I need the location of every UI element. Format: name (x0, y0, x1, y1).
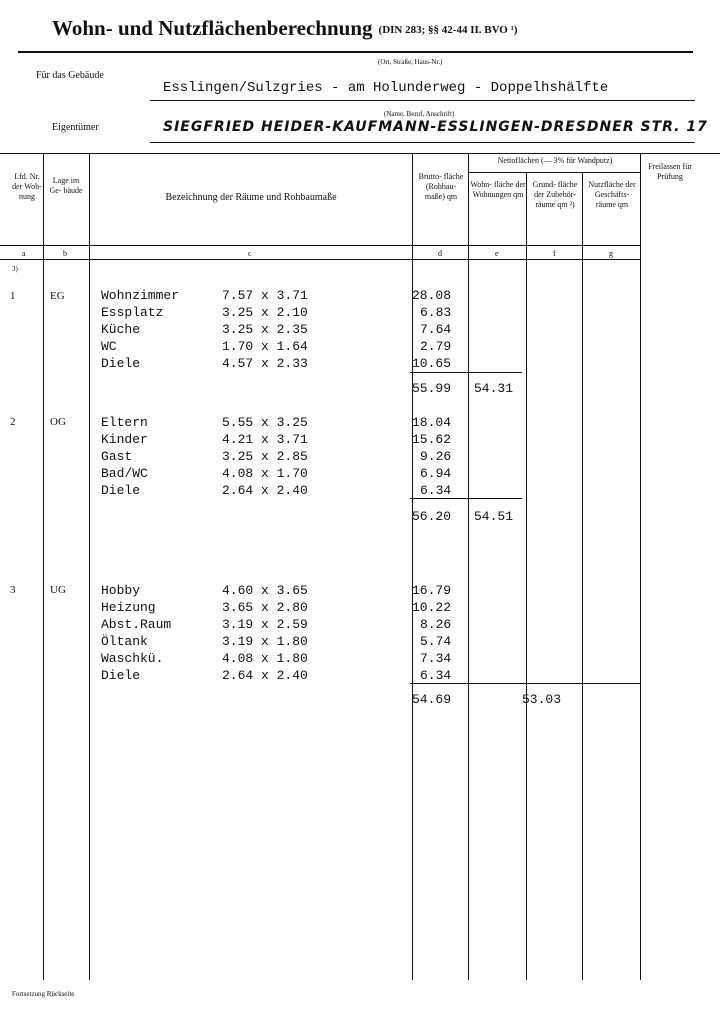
col-divider-d (468, 153, 469, 980)
room-area: 5.74 (420, 634, 452, 649)
room-area: 10.65 (412, 356, 452, 371)
col-divider-a (43, 153, 44, 980)
table-header-rule (0, 245, 640, 246)
table-top-rule (0, 153, 720, 154)
col-letter-e: e (495, 249, 499, 258)
room-area: 6.34 (420, 668, 452, 683)
owner-label: Eigentümer (52, 122, 99, 133)
col-header-g: Nutzfläche der Geschäfts- räume qm (588, 180, 636, 209)
unit-1-floor: EG (50, 290, 65, 302)
room-dims: 5.55 x 3.25 (222, 415, 308, 430)
room-area: 7.64 (420, 322, 452, 337)
unit-1-total-gross: 55.99 (412, 381, 452, 396)
unit-1-total-net: 54.31 (474, 381, 514, 396)
col-letter-f: f (553, 249, 556, 258)
room-dims: 3.25 x 2.35 (222, 322, 308, 337)
col-header-c: Bezeichnung der Räume und Rohbaumaße (165, 192, 337, 203)
col-divider-g (640, 153, 641, 980)
owner-underline (150, 142, 695, 143)
building-label: Für das Gebäude (36, 70, 104, 81)
room-dims: 3.25 x 2.85 (222, 449, 308, 464)
unit-2-total-net: 54.51 (474, 509, 514, 524)
room-dims: 2.64 x 2.40 (222, 668, 308, 683)
col-header-a: Lfd. Nr. der Woh- nung (12, 172, 42, 201)
room-area: 7.34 (420, 651, 452, 666)
room-name: Hobby (101, 583, 141, 598)
room-area: 6.83 (420, 305, 452, 320)
unit-2-total-gross: 56.20 (412, 509, 452, 524)
col-header-f: Grund- fläche der Zubehör- räume qm ²) (532, 180, 578, 209)
room-dims: 3.65 x 2.80 (222, 600, 308, 615)
unit-2-number: 2 (10, 416, 16, 428)
room-name: Eltern (101, 415, 148, 430)
room-dims: 4.60 x 3.65 (222, 583, 308, 598)
room-dims: 3.25 x 2.10 (222, 305, 308, 320)
room-name: Bad/WC (101, 466, 148, 481)
room-area: 18.04 (412, 415, 452, 430)
title-text: Wohn- und Nutzflächenberechnung (52, 16, 373, 40)
room-dims: 4.08 x 1.80 (222, 651, 308, 666)
room-name: Öltank (101, 634, 148, 649)
unit-3-sum-rule (410, 683, 640, 684)
col-header-free: Freilassen für Prüfung (648, 162, 692, 181)
unit-1-number: 1 (10, 290, 16, 302)
col-divider-b (89, 153, 90, 980)
room-area: 16.79 (412, 583, 452, 598)
room-dims: 7.57 x 3.71 (222, 288, 308, 303)
col-header-d: Brutto- fläche (Rohbau- maße) qm (418, 172, 464, 201)
owner-value: SIEGFRIED HEIDER-KAUFMANN-ESSLINGEN-DRESDNER STR. 17 (163, 119, 708, 135)
col-header-b: Lage im Ge- bäude (49, 176, 83, 195)
col-letter-d: d (438, 249, 442, 258)
room-area: 6.34 (420, 483, 452, 498)
table-letters-rule (0, 259, 640, 260)
col-header-net: Nettoflächen (— 3% für Wandputz) (497, 156, 613, 165)
owner-hint: (Name, Beruf, Anschrift) (384, 110, 455, 118)
document-title (52, 16, 518, 41)
col-divider-c (412, 153, 413, 980)
col-letter-g: g (609, 249, 613, 258)
room-name: Heizung (101, 600, 156, 615)
col-divider-e (526, 172, 527, 980)
room-area: 28.08 (412, 288, 452, 303)
room-name: WC (101, 339, 117, 354)
col-letter-c: c (248, 249, 252, 258)
continue-note: Fortsetzung Rückseite (12, 990, 75, 998)
col-divider-f (582, 172, 583, 980)
room-dims: 1.70 x 1.64 (222, 339, 308, 354)
col-header-e: Wohn- fläche der Wohnungen qm (470, 180, 526, 199)
title-rule (18, 51, 693, 53)
room-name: Waschkü. (101, 651, 164, 666)
unit-1-sum-rule (410, 372, 522, 373)
unit-3-floor: UG (50, 584, 66, 596)
room-area: 2.79 (420, 339, 452, 354)
room-dims: 4.57 x 2.33 (222, 356, 308, 371)
room-name: Kinder (101, 432, 148, 447)
room-area: 10.22 (412, 600, 452, 615)
room-dims: 3.19 x 2.59 (222, 617, 308, 632)
col-letter-a: a (22, 249, 26, 258)
din-reference: (DIN 283; §§ 42-44 II. BVO ¹) (378, 24, 518, 36)
room-dims: 4.21 x 3.71 (222, 432, 308, 447)
unit-3-total-accessory: 53.03 (522, 692, 562, 707)
room-dims: 4.08 x 1.70 (222, 466, 308, 481)
room-area: 6.94 (420, 466, 452, 481)
room-name: Küche (101, 322, 141, 337)
room-name: Diele (101, 356, 141, 371)
footnote-mark: 3) (12, 265, 18, 273)
unit-3-number: 3 (10, 584, 16, 596)
room-area: 15.62 (412, 432, 452, 447)
room-dims: 2.64 x 2.40 (222, 483, 308, 498)
room-name: Essplatz (101, 305, 164, 320)
building-hint: (Ort, Straße, Haus-Nr.) (378, 58, 443, 66)
room-name: Diele (101, 668, 141, 683)
col-letter-b: b (63, 249, 67, 258)
room-dims: 3.19 x 1.80 (222, 634, 308, 649)
room-name: Wohnzimmer (101, 288, 180, 303)
unit-3-total-gross: 54.69 (412, 692, 452, 707)
building-value: Esslingen/Sulzgries - am Holunderweg - Doppelhshälfte (163, 80, 609, 96)
building-underline (150, 100, 695, 101)
unit-2-floor: OG (50, 416, 66, 428)
room-name: Gast (101, 449, 133, 464)
room-area: 8.26 (420, 617, 452, 632)
room-area: 9.26 (420, 449, 452, 464)
room-name: Abst.Raum (101, 617, 172, 632)
room-name: Diele (101, 483, 141, 498)
unit-2-sum-rule (410, 498, 522, 499)
net-header-rule (468, 172, 640, 173)
